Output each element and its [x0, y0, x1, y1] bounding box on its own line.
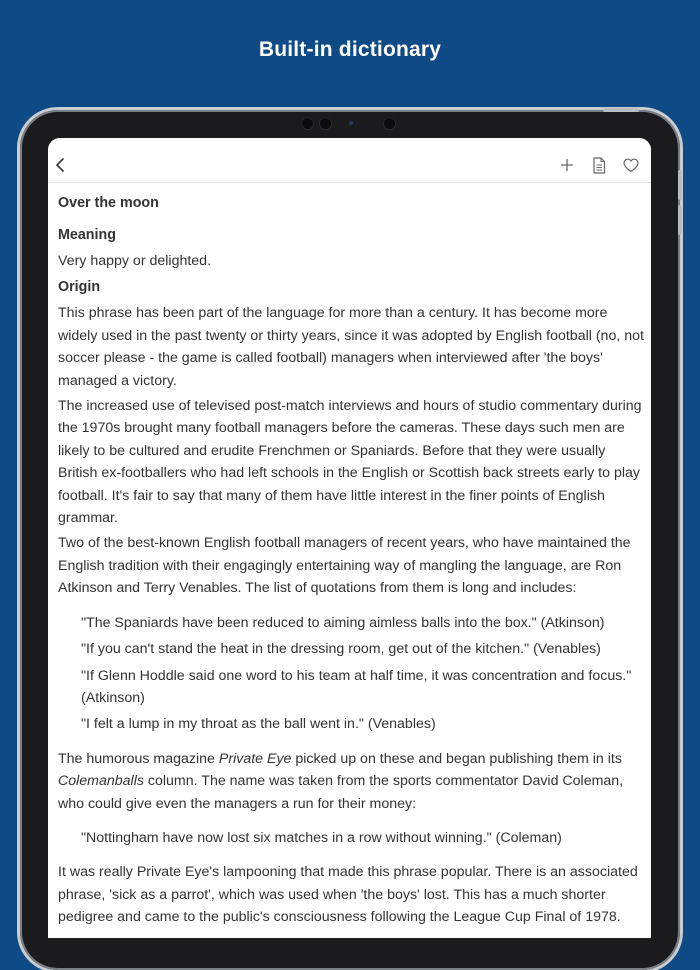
origin-paragraph: It was really Private Eye's lampooning that made this phrase popular. There is an associated phrase, 'sick as a parrot', which was used when 'the boys' lost. This has a much shorter pedigree and came to the public's consciousness following the League Cup Final of 1978.	[58, 864, 638, 926]
meaning-heading: Meaning	[58, 227, 116, 243]
camera-lens	[320, 118, 331, 129]
quotation-list	[81, 612, 646, 736]
app-screen	[48, 138, 651, 938]
origin-paragraph: The increased use of televised post-match interviews and hours of studio commentary during the 1970s brought many football managers before the cameras. These days such men are likely to be cultured and erudite Frenchmen or Spaniards. Before that they were usually British ex-footballers who had left schools in the English or Scottish back streets early to play football. It's fair to say that many of them have little interest in the finer points of English grammar.	[58, 398, 642, 527]
add-button[interactable]	[557, 155, 577, 175]
quotation-list	[81, 827, 646, 849]
magazine-title: Private Eye	[218, 750, 292, 767]
favorite-button[interactable]	[621, 155, 641, 175]
document-icon	[592, 157, 606, 174]
quotation: "The Spaniards have been reduced to aiming aimless balls into the box." (Atkinson)	[81, 614, 605, 631]
dictionary-entry	[58, 182, 646, 929]
headline: Built-in dictionary	[258, 38, 442, 61]
text-run: The humorous magazine	[58, 750, 219, 767]
meaning-text: Very happy or delighted.	[58, 253, 212, 269]
text-run: picked up on these and began publishing them in its	[291, 750, 622, 767]
origin-paragraph: Two of the best-known English football managers of recent years, who have maintained the English tradition with their engagingly entertaining way of mangling the language, are Ron Atkinson and Terry Venables. The list of quotations from them is long and includes:	[58, 535, 631, 597]
volume-down-button	[678, 205, 682, 235]
volume-up-button	[678, 170, 682, 200]
origin-paragraph	[58, 748, 646, 815]
quotation: "If Glenn Hoddle said one word to his team at half time, it was concentration and focus." (Atkinson)	[81, 667, 632, 706]
column-title: Colemanballs	[58, 773, 144, 790]
quotation: "Nottingham have now lost six matches in a row without winning." (Coleman)	[81, 829, 562, 846]
sensor-dot	[302, 118, 313, 129]
back-button[interactable]	[50, 155, 70, 175]
heart-icon	[623, 158, 639, 173]
quotation: "I felt a lump in my throat as the ball went in." (Venables)	[81, 716, 436, 733]
chevron-left-icon	[54, 157, 66, 173]
origin-paragraph: This phrase has been part of the language for more than a century. It has become more widely used in the past twenty or thirty years, since it was adopted by English football (no, not soccer please - the game is called football) managers when interviewed after 'the boys' managed a victory.	[58, 305, 644, 389]
navigation-bar	[48, 138, 651, 183]
indicator-dot	[349, 121, 353, 125]
camera-lens	[384, 118, 395, 129]
sensor-dot	[367, 122, 371, 126]
camera-array	[300, 118, 410, 130]
plus-icon	[560, 158, 574, 172]
quotation: "If you can't stand the heat in the dressing room, get out of the kitchen." (Venables)	[81, 641, 601, 658]
origin-heading: Origin	[58, 279, 101, 296]
notes-button[interactable]	[589, 155, 609, 175]
entry-term: Over the moon	[58, 195, 159, 211]
text-run: column. The name was taken from the sports commentator David Coleman, who could give even the managers a run for their money:	[58, 773, 624, 812]
top-button	[603, 108, 639, 112]
